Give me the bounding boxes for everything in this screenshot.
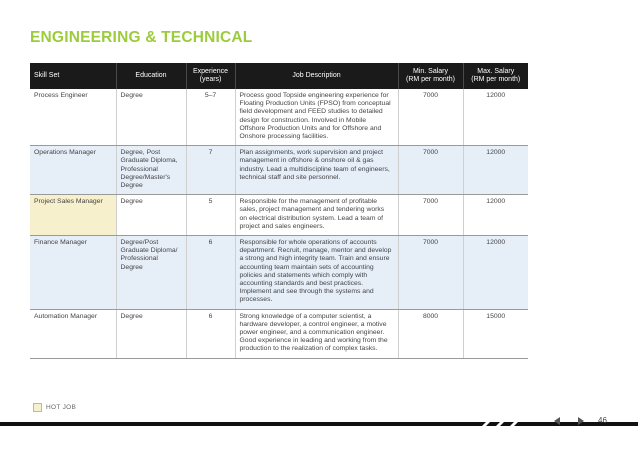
triangle-right-icon[interactable] [578, 417, 584, 425]
header-experience-line1: Experience [192, 68, 229, 75]
cell-description: Process good Topside engineering experience for Floating Production Units (FPSO) from conceptual field development and FEED studies to detailed design for construction. Involved in Mobile Offshore Production Units and for Offshore and Onshore processing facilities. [235, 89, 398, 146]
header-min-line1: Min. Salary [412, 68, 448, 75]
cell-description: Responsible for the management of profitable sales, project management and tendering works on electrical distribution system. Lead a team of project and sales engineers. [235, 195, 398, 236]
triangle-left-icon[interactable] [554, 417, 560, 425]
hot-job-label: HOT JOB [46, 404, 77, 411]
cell-max-salary: 12000 [463, 195, 528, 236]
header-max-line2: (RM per month) [471, 76, 521, 83]
salary-table [30, 63, 528, 359]
cell-education: Degree/Post Graduate Diploma/ Professional Degree [116, 236, 186, 310]
hot-job-legend [33, 403, 76, 412]
cell-max-salary: 12000 [463, 89, 528, 146]
cell-max-salary: 12000 [463, 146, 528, 195]
cell-skill: Operations Manager [30, 146, 116, 195]
table-row [30, 89, 528, 146]
cell-education: Degree [116, 195, 186, 236]
header-min-line2: (RM per month) [405, 76, 455, 83]
cell-experience: 5–7 [186, 89, 235, 146]
cell-experience: 6 [186, 236, 235, 310]
cell-skill: Finance Manager [30, 236, 116, 310]
header-experience [186, 63, 235, 89]
cell-education: Degree, Post Graduate Diploma, Professional Degree/Master's Degree [116, 146, 186, 195]
table-row [30, 195, 528, 236]
header-max-line1: Max. Salary [477, 68, 515, 75]
hot-job-swatch [33, 403, 42, 412]
footer-stripe [0, 422, 638, 426]
cell-skill-hot: Project Sales Manager [30, 195, 116, 236]
cell-description: Strong knowledge of a computer scientist, a hardware developer, a control engineer, a motive power engineer, and a communication engineer. Good experience in leading and working from the production to the realization of complex tasks. [235, 309, 398, 358]
header-experience-line2: (years) [199, 76, 222, 83]
cell-min-salary: 8000 [398, 309, 463, 358]
header-skill-set: Skill Set [30, 63, 116, 89]
cell-experience: 5 [186, 195, 235, 236]
table-row [30, 309, 528, 358]
header-max-salary [463, 63, 528, 89]
cell-description: Plan assignments, work supervision and project management in offshore & onshore oil & gas industry. Lead a multidiscipline team of engineers, technical staff and site personnel. [235, 146, 398, 195]
cell-min-salary: 7000 [398, 146, 463, 195]
cell-min-salary: 7000 [398, 89, 463, 146]
table-row [30, 236, 528, 310]
cell-min-salary: 7000 [398, 236, 463, 310]
cell-experience: 6 [186, 309, 235, 358]
cell-education: Degree [116, 309, 186, 358]
page-number: 46 [598, 416, 607, 425]
cell-max-salary: 15000 [463, 309, 528, 358]
header-min-salary [398, 63, 463, 89]
table-header-row [30, 63, 528, 89]
cell-skill: Process Engineer [30, 89, 116, 146]
table-row [30, 146, 528, 195]
header-job-description: Job Description [235, 63, 398, 89]
cell-education: Degree [116, 89, 186, 146]
header-education: Education [116, 63, 186, 89]
cell-experience: 7 [186, 146, 235, 195]
cell-max-salary: 12000 [463, 236, 528, 310]
cell-description: Responsible for whole operations of accounts department. Recruit, manage, mentor and develop a strong and high integrity team. Train and ensure accounting team maintain sets of accounting policies and statements which comply with accounting standards and best practices. Implement and see through the systems and processes. [235, 236, 398, 310]
page-title: ENGINEERING & TECHNICAL [30, 29, 253, 46]
cell-skill: Automation Manager [30, 309, 116, 358]
cell-min-salary: 7000 [398, 195, 463, 236]
